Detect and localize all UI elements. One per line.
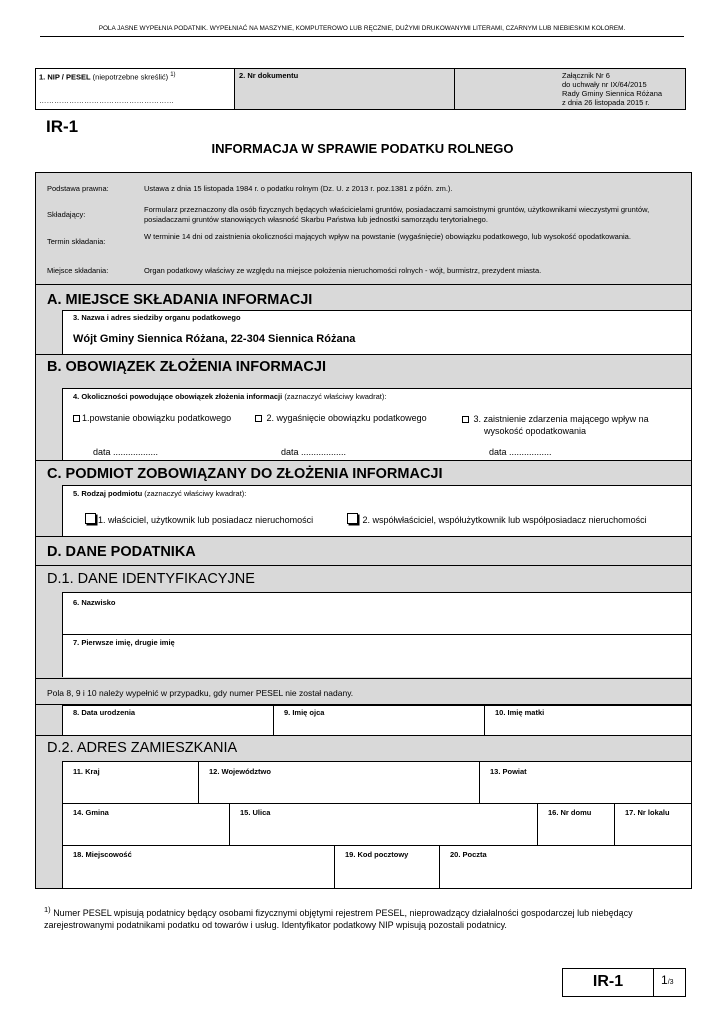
- page-footer-box: [562, 968, 686, 997]
- option-3-checkbox[interactable]: [462, 413, 649, 437]
- footer-divider: [653, 969, 654, 996]
- field-4-note: (zaznaczyć właściwy kwadrat):: [284, 392, 387, 401]
- doc-number-cell: [234, 69, 454, 109]
- place-text: Organ podatkowy właściwy ze względu na miejsce położenia nieruchomości rolnych - wójt, burmistrz, prezydent miasta.: [144, 266, 542, 275]
- field-9-label: 9. Imię ojca: [284, 708, 325, 717]
- field-10-mother-name[interactable]: [484, 705, 691, 735]
- field-3-label: 3. Nazwa i adres siedziby organu podatkowego: [73, 313, 241, 322]
- field-14-commune[interactable]: [62, 803, 229, 845]
- filer-label: Składający:: [47, 210, 86, 219]
- section-d1-title: D.1. DANE IDENTYFIKACYJNE: [47, 571, 255, 587]
- nip-note: (niepotrzebne skreślić): [92, 72, 169, 82]
- field-6-surname[interactable]: [62, 592, 691, 634]
- field-5-label: 5. Rodzaj podmiotu: [73, 489, 143, 498]
- field-7-label: 7. Pierwsze imię, drugie imię: [73, 638, 175, 647]
- field-10-label: 10. Imię matki: [495, 708, 545, 717]
- field-8-label: 8. Data urodzenia: [73, 708, 136, 717]
- annex-line: z dnia 26 listopada 2015 r.: [562, 98, 650, 107]
- place-label: Miejsce składania:: [47, 266, 109, 275]
- legal-basis-label: Podstawa prawna:: [47, 184, 109, 193]
- page-number: [661, 973, 674, 987]
- section-b-title: B. OBOWIĄZEK ZŁOŻENIA INFORMACJI: [47, 359, 326, 375]
- field-12-voivodeship[interactable]: [198, 761, 479, 803]
- section-d-rule: [35, 536, 692, 537]
- section-c-title: C. PODMIOT ZOBOWIĄZANY DO ZŁOŻENIA INFORMACJI: [47, 466, 443, 482]
- date-1-field[interactable]: data ..................: [93, 447, 159, 457]
- entity-option-1-checkbox[interactable]: [85, 513, 313, 525]
- field-8-birth-date[interactable]: [62, 705, 273, 735]
- field-11-label: 11. Kraj: [73, 767, 100, 776]
- option-1-checkbox[interactable]: [73, 413, 231, 423]
- annex-cell: [454, 69, 685, 109]
- section-d2-rule: [35, 735, 692, 736]
- header-row: [35, 68, 686, 110]
- footnote: [44, 904, 684, 931]
- date-3-field[interactable]: data .................: [489, 447, 552, 457]
- field-13-label: 13. Powiat: [490, 767, 527, 776]
- entity-option-1-label: 1. właściciel, użytkownik lub posiadacz nieruchomości: [98, 515, 314, 525]
- field-5-note: (zaznaczyć właściwy kwadrat):: [144, 489, 247, 498]
- field-15-label: 15. Ulica: [240, 808, 271, 817]
- annex-line: Rady Gminy Siennica Różana: [562, 89, 663, 98]
- option-2-checkbox[interactable]: [255, 413, 427, 423]
- field-20-post-office[interactable]: [439, 845, 691, 888]
- field-3-value: Wójt Gminy Siennica Różana, 22-304 Siennica Różana: [73, 333, 356, 345]
- legal-basis-text: Ustawa z dnia 15 listopada 1984 r. o podatku rolnym (Dz. U. z 2013 r. poz.1381 z późn. zm.).: [144, 184, 453, 193]
- option-2-label: 2. wygaśnięcie obowiązku podatkowego: [266, 413, 427, 423]
- option-3-label-line1: 3. zaistnienie zdarzenia mającego wpływ na: [473, 414, 649, 424]
- field-13-county[interactable]: [479, 761, 691, 803]
- annex-line: Załącznik Nr 6: [562, 71, 610, 80]
- option-1-label: 1.powstanie obowiązku podatkowego: [82, 413, 232, 423]
- field-19-postal-code[interactable]: [334, 845, 439, 888]
- field-18-label: 18. Miejscowość: [73, 850, 132, 859]
- section-c-rule: [35, 460, 692, 461]
- field-14-label: 14. Gmina: [73, 808, 109, 817]
- section-a-title: A. MIEJSCE SKŁADANIA INFORMACJI: [47, 292, 313, 308]
- field-19-label: 19. Kod pocztowy: [345, 850, 409, 859]
- field-16-house-number[interactable]: [537, 803, 614, 845]
- section-d-title: D. DANE PODATNIKA: [47, 544, 196, 560]
- annex-line: do uchwały nr IX/64/2015: [562, 80, 647, 89]
- nip-dots: ………………………………………………: [39, 96, 174, 105]
- footnote-mark: 1): [44, 905, 51, 914]
- checkbox-icon: [347, 513, 358, 524]
- checkbox-icon: [462, 416, 469, 423]
- field-7-first-names[interactable]: [62, 634, 691, 677]
- nip-cell[interactable]: [36, 69, 234, 109]
- page-total: /3: [667, 979, 674, 986]
- field-3-office[interactable]: [62, 310, 691, 354]
- top-notice: POLA JASNE WYPEŁNIA PODATNIK. WYPEŁNIAĆ NA MASZYNIE, KOMPUTEROWO LUB RĘCZNIE, DUŻYMI DRUKOWANYMI LITERAMI, CZARNYM LUB NIEBIESKIM KOLOREM.: [98, 25, 626, 32]
- field-4-circumstances: [62, 388, 691, 460]
- deadline-text: W terminie 14 dni od zaistnienia okoliczności mających wpływ na powstanie (wygaśnięcie) obowiązku podatkowego, lub wysokość opodatkowania.: [144, 232, 631, 241]
- doc-number-label: 2. Nr dokumentu: [239, 71, 299, 80]
- checkbox-icon: [73, 415, 80, 422]
- filer-text: Formularz przeznaczony dla osób fizycznych będących właścicielami gruntów, posiadaczami samoistnymi gruntów, użytkownikami wieczystymi gruntów, posiadaczami gruntów stanowiących własność Skarbu Państwa lub jednostki samorządu terytorialnego.: [144, 205, 650, 224]
- pesel-note-rule: [35, 678, 692, 679]
- date-2-field[interactable]: data ..................: [281, 447, 347, 457]
- field-12-label: 12. Województwo: [209, 767, 271, 776]
- footer-form-code: IR-1: [592, 973, 624, 990]
- entity-option-2-checkbox[interactable]: [347, 513, 647, 525]
- entity-option-2-label: 2. współwłaściciel, współużytkownik lub współposiadacz nieruchomości: [362, 515, 647, 525]
- field-17-label: 17. Nr lokalu: [625, 808, 670, 817]
- field-18-locality[interactable]: [62, 845, 334, 888]
- field-16-label: 16. Nr domu: [548, 808, 592, 817]
- deadline-label: Termin składania:: [47, 237, 106, 246]
- section-d2-title: D.2. ADRES ZAMIESZKANIA: [47, 740, 238, 756]
- field-20-label: 20. Poczta: [450, 850, 487, 859]
- field-9-father-name[interactable]: [273, 705, 484, 735]
- checkbox-icon: [85, 513, 96, 524]
- section-d1-rule: [35, 565, 692, 566]
- field-6-label: 6. Nazwisko: [73, 598, 116, 607]
- pesel-note: Pola 8, 9 i 10 należy wypełnić w przypadku, gdy numer PESEL nie został nadany.: [47, 688, 354, 698]
- section-b-rule: [35, 354, 692, 355]
- footnote-text: Numer PESEL wpisują podatnicy będący osobami fizycznymi objętymi rejestrem PESEL, nieprowadzący działalności gospodarczej lub niebędący zarejestrowanymi podatnikami podatku od towarów i usług. Identyfikator podatkowy NIP wpisują pozostali podatnicy.: [44, 908, 633, 930]
- field-5-entity-type: [62, 485, 691, 536]
- nip-footnote-mark: 1): [170, 72, 176, 78]
- field-17-flat-number[interactable]: [614, 803, 691, 845]
- checkbox-icon: [255, 415, 262, 422]
- field-11-country[interactable]: [62, 761, 198, 803]
- info-box: [35, 172, 692, 285]
- field-15-street[interactable]: [229, 803, 537, 845]
- nip-label: 1. NIP / PESEL: [39, 72, 91, 82]
- option-3-label-line2: wysokość opodatkowania: [484, 426, 587, 436]
- form-code: IR-1: [46, 117, 79, 136]
- top-notice-rule: [40, 36, 684, 37]
- page-current: 1: [661, 973, 668, 987]
- form-title: INFORMACJA W SPRAWIE PODATKU ROLNEGO: [211, 141, 514, 156]
- field-4-label: 4. Okoliczności powodujące obowiązek złożenia informacji: [73, 392, 283, 401]
